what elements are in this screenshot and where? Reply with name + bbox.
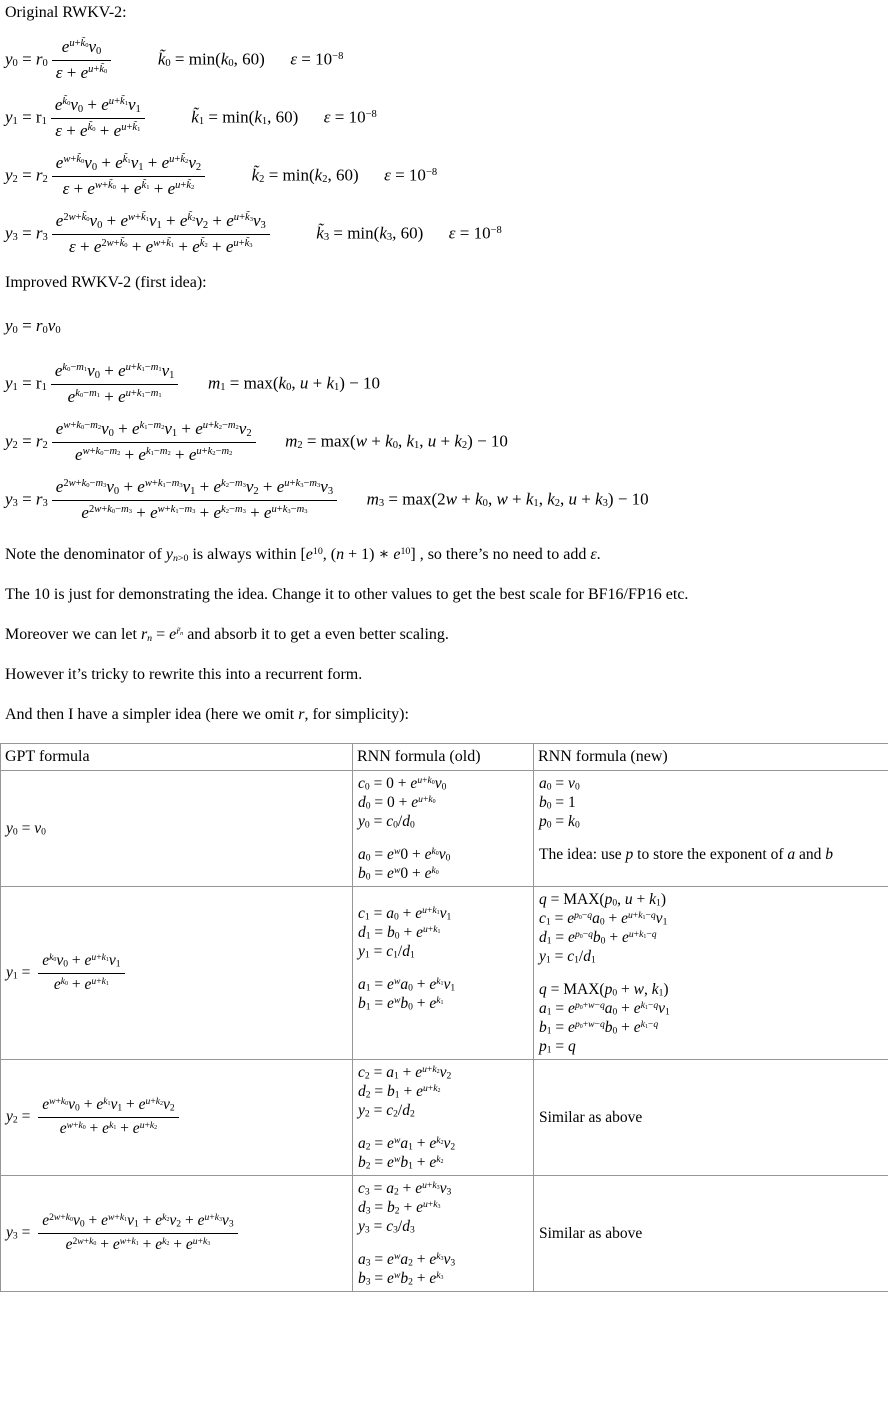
math-expression: $y_3$ = $\frac{e^{2w+k_0}v_0 + e^{w+k_1}v_1 + e^{k_2}v_2 + e^{u+k_3}v_3}{e^{2w+k_0} + e^{w+k_1} + e^{k_2} + e^{u+k_3}}$ (6, 1224, 242, 1241)
math-expression: $a_0 = e^w0 + e^{k_0}v_0$ (358, 846, 451, 864)
math-expression: $y_1$ = $\frac{e^{k_0}v_0 + e^{u+k_1}v_1}{e^{k_0} + e^{u+k_1}}$ (6, 964, 129, 981)
formula-line (539, 1018, 883, 1037)
math-expression: $b_0 = e^w0 + e^{k_0}$ (358, 865, 439, 883)
math-expression: $a_0 = v_0$ (539, 775, 580, 793)
formula-line (539, 947, 883, 966)
formula-line (358, 1082, 528, 1101)
fraction: $\frac{e^{u+k̃_0}v_0}{\varepsilon + e^{u+k̃_0}}$ (52, 36, 112, 85)
formula-line (358, 1269, 528, 1288)
math-expression: $y_3 = r_3$ $\frac{e^{2w+k_0-m_3}v_0 + e^{w+k_1-m_3}v_1 + e^{k_2-m_3}v_2 + e^{u+k_3-m_3}v_3}{e^{2w+k_0-m_3} + e^{w+k_1-m_3} + e^{k_2-m_3} + e^{u+k_3-m_3}}$ $m_3 = \max(2w + k_0$, $w + k_1$, $k_2$, $u + k_3) - 10$ (5, 476, 649, 525)
math-expression: [$e^{10}$, (n + 1) ∗ $e^{10}$] (300, 545, 416, 563)
math-expression: $y_1 = r_1$ $\frac{e^{k̃_0}v_0 + e^{u+k̃_1}v_1}{\varepsilon + e^{k̃_0} + e^{u+k̃_1}}$ $k̃_1 = \min(k_1$, 60) $\varepsilon = 10^{-8}$ (5, 94, 377, 143)
formula-line (358, 923, 528, 942)
formula-line (539, 1037, 883, 1056)
math-expression: $y_3 = r_3$ $\frac{e^{2w+k̃_0}v_0 + e^{w+k̃_1}v_1 + e^{k̃_2}v_2 + e^{u+k̃_3}v_3}{\varepsilon + e^{2w+k̃_0} + e^{w+k̃_1} + e^{k̃_2} + e^{u+k̃_3}}$ $k̃_3 = \min(k_3$, 60) $\varepsilon = 10^{-8}$ (5, 210, 502, 259)
math-expression: $y_{n>0}$ (165, 546, 189, 564)
math-expression: $b_1 = e^wb_0 + e^{k_1}$ (358, 995, 444, 1013)
math-expression: $y_0 = v_0$ (6, 819, 46, 838)
math-expression: $y_2 = r_2$ $\frac{e^{w+k_0-m_2}v_0 + e^{k_1-m_2}v_1 + e^{u+k_2-m_2}v_2}{e^{w+k_0-m_2} + e^{k_1-m_2} + e^{u+k_2-m_2}}$ $m_2 = \max(w + k_0$, $k_1$, $u + k_2) - 10$ (5, 418, 508, 467)
formula-line (358, 1179, 528, 1198)
formula-line-blank (539, 966, 883, 980)
math-expression: $b_3 = e^wb_2 + e^{k_3}$ (358, 1270, 444, 1288)
equation-line (5, 151, 888, 201)
math-expression: $y_1 = c_1/d_1$ (539, 948, 596, 966)
math-expression: $d_2 = b_1 + e^{u+k_2}$ (358, 1083, 441, 1101)
formula-line (358, 1063, 528, 1082)
table-row (1, 887, 888, 1060)
math-expression: $b_2 = e^wb_1 + e^{k_2}$ (358, 1154, 444, 1172)
note-paragraph: And then I have a simpler idea (here we omit r, for simplicity): (5, 706, 409, 723)
math-expression: $y_1 = c_1/d_1$ (358, 943, 415, 961)
formula-line (358, 812, 528, 831)
math-expression: $a_1 = e^{p_0+w-q}a_0 + e^{k_1-q}v_1$ (539, 1000, 670, 1018)
math-expression: $y_3 = c_3/d_3$ (358, 1218, 415, 1236)
formula-line (358, 1250, 528, 1269)
cell-rnn-formula-old (353, 1060, 534, 1176)
math-expression: The idea: use p to store the exponent of a and b (539, 846, 834, 863)
formula-line (358, 774, 528, 793)
fraction: $\frac{e^{2w+k_0}v_0 + e^{w+k_1}v_1 + e^{k_2}v_2 + e^{u+k_3}v_3}{e^{2w+k_0} + e^{w+k_1} + e^{k_2} + e^{u+k_3}}$ (38, 1211, 237, 1256)
formula-line-blank (358, 890, 528, 904)
formula-line (539, 793, 883, 812)
math-expression: Similar as above (539, 1109, 643, 1126)
table-row (1, 1176, 888, 1292)
math-expression: $p_0 = k_0$ (539, 813, 580, 831)
improved-equations-block (5, 301, 888, 525)
math-expression: $d_3 = b_2 + e^{u+k_3}$ (358, 1199, 441, 1217)
notes-block (5, 545, 888, 725)
fraction: $\frac{e^{2w+k_0-m_3}v_0 + e^{w+k_1-m_3}v_1 + e^{k_2-m_3}v_2 + e^{u+k_3-m_3}v_3}{e^{2w+k_0-m_3} + e^{w+k_1-m_3} + e^{k_2-m_3} + e^{u+k_3-m_3}}$ (52, 476, 337, 525)
formula-line (539, 774, 883, 793)
math-expression: r (298, 706, 305, 723)
cell-rnn-formula-new (534, 1060, 888, 1176)
equation-line (5, 359, 888, 409)
formula-comparison-table (0, 743, 888, 1292)
math-expression: $d_1 = b_0 + e^{u+k_1}$ (358, 924, 441, 942)
math-expression: Similar as above (539, 1225, 643, 1242)
math-expression: $c_1 = e^{p_0-q}a_0 + e^{u+k_1-q}v_1$ (539, 910, 668, 928)
cell-gpt-formula (1, 771, 353, 887)
math-expression: $y_2 = r_2$ $\frac{e^{w+k̃_0}v_0 + e^{k̃_1}v_1 + e^{u+k̃_2}v_2}{\varepsilon + e^{w+k̃_0} + e^{k̃_1} + e^{u+k̃_2}}$ $k̃_2 = \min(k_2$, 60) $\varepsilon = 10^{-8}$ (5, 152, 437, 201)
math-expression: $q = MAX(p_0 + w$, $k_1$) (539, 981, 669, 999)
math-expression: $y_1 = r_1$ $\frac{e^{k_0-m_1}v_0 + e^{u+k_1-m_1}v_1}{e^{k_0-m_1} + e^{u+k_1-m_1}}$ $m_1 = \max(k_0$, $u + k_1) - 10$ (5, 360, 380, 409)
formula-line (358, 1101, 528, 1120)
heading-original-rwkv2: Original RWKV-2: (5, 4, 127, 21)
equation-line (5, 93, 888, 143)
math-expression: $b_1 = e^{p_0+w-q}b_0 + e^{k_1-q}$ (539, 1019, 659, 1037)
math-expression: $y_0 = r_0$ $\frac{e^{u+k̃_0}v_0}{\varepsilon + e^{u+k̃_0}}$ $k̃_0 = \min(k_0$, 60) $\varepsilon = 10^{-8}$ (5, 36, 343, 85)
fraction: $\frac{e^{k_0-m_1}v_0 + e^{u+k_1-m_1}v_1}{e^{k_0-m_1} + e^{u+k_1-m_1}}$ (51, 360, 179, 409)
cell-rnn-formula-old (353, 771, 534, 887)
formula-line (358, 864, 528, 883)
fraction: $\frac{e^{k_0}v_0 + e^{u+k_1}v_1}{e^{k_0} + e^{u+k_1}}$ (38, 951, 124, 996)
math-expression: $a_2 = e^wa_1 + e^{k_2}v_2$ (358, 1135, 456, 1153)
formula-line (539, 980, 883, 999)
formula-line (539, 890, 883, 909)
math-expression: $y_2$ = $\frac{e^{w+k_0}v_0 + e^{k_1}v_1 + e^{u+k_2}v_2}{e^{w+k_0} + e^{k_1} + e^{u+k_2}}$ (6, 1108, 183, 1125)
formula-line (358, 845, 528, 864)
formula-line-blank (358, 1120, 528, 1134)
fraction: $\frac{e^{2w+k̃_0}v_0 + e^{w+k̃_1}v_1 + e^{k̃_2}v_2 + e^{u+k̃_3}v_3}{\varepsilon + e^{2w+k̃_0} + e^{w+k̃_1} + e^{k̃_2} + e^{u+k̃_3}}$ (52, 210, 270, 259)
table-header-cell: RNN formula (old) (353, 744, 534, 771)
math-expression: $c_0 = 0 + e^{u+k_0}v_0$ (358, 775, 447, 793)
math-expression: $b_0 = 1$ (539, 794, 576, 812)
formula-line (358, 904, 528, 923)
formula-line (358, 1153, 528, 1172)
math-expression: $a_3 = e^wa_2 + e^{k_3}v_3$ (358, 1251, 456, 1269)
formula-line (539, 928, 883, 947)
cell-rnn-formula-new (534, 771, 888, 887)
math-expression: ε (590, 546, 597, 563)
cell-gpt-formula (1, 1060, 353, 1176)
equation-line (5, 35, 888, 85)
equation-line (5, 417, 888, 467)
original-equations-block (5, 35, 888, 259)
note-paragraph: Moreover we can let $r_n = e^{r̃_n}$ and absorb it to get a even better scaling. (5, 625, 449, 644)
math-expression: $y_0 = r_0v_0$ (5, 316, 61, 336)
equation-line (5, 475, 888, 525)
formula-line (358, 994, 528, 1013)
fraction: $\frac{e^{w+k_0}v_0 + e^{k_1}v_1 + e^{u+k_2}v_2}{e^{w+k_0} + e^{k_1} + e^{u+k_2}}$ (38, 1095, 178, 1140)
table-row (1, 1060, 888, 1176)
math-expression: $d_0 = 0 + e^{u+k_0}$ (358, 794, 436, 812)
cell-gpt-formula (1, 887, 353, 1060)
formula-line (358, 793, 528, 812)
formula-line (539, 1108, 883, 1127)
table-header-cell: RNN formula (new) (534, 744, 888, 771)
formula-line (539, 812, 883, 831)
formula-line-blank (358, 831, 528, 845)
document-page (5, 3, 888, 1292)
cell-gpt-formula (1, 1176, 353, 1292)
formula-line-blank (358, 961, 528, 975)
formula-line (539, 1224, 883, 1243)
formula-line (358, 1134, 528, 1153)
math-expression: $c_3 = a_2 + e^{u+k_3}v_3$ (358, 1180, 452, 1198)
equation-line (5, 301, 888, 351)
table-header-cell: GPT formula (1, 744, 353, 771)
formula-line (539, 909, 883, 928)
fraction: $\frac{e^{w+k_0-m_2}v_0 + e^{k_1-m_2}v_1 + e^{u+k_2-m_2}v_2}{e^{w+k_0-m_2} + e^{k_1-m_2} + e^{u+k_2-m_2}}$ (52, 418, 256, 467)
formula-line (358, 1198, 528, 1217)
formula-line (358, 1217, 528, 1236)
note-paragraph: Note the denominator of $y_{n>0}$ is always within [$e^{10}$, (n + 1) ∗ $e^{10}$] , so there’s no need to add ε. (5, 545, 601, 564)
formula-line (358, 942, 528, 961)
heading-improved-rwkv2: Improved RWKV-2 (first idea): (5, 274, 207, 291)
note-paragraph: However it’s tricky to rewrite this into a recurrent form. (5, 666, 363, 683)
math-expression: $q = MAX(p_0$, $u + k_1$) (539, 891, 666, 909)
math-expression: $y_2 = c_2/d_2$ (358, 1102, 415, 1120)
math-expression: $r_n = e^{r̃_n}$ (140, 625, 184, 644)
fraction: $\frac{e^{w+k̃_0}v_0 + e^{k̃_1}v_1 + e^{u+k̃_2}v_2}{\varepsilon + e^{w+k̃_0} + e^{k̃_1} + e^{u+k̃_2}}$ (52, 152, 205, 201)
table-row (1, 771, 888, 887)
math-expression: $d_1 = e^{p_0-q}b_0 + e^{u+k_1-q}$ (539, 929, 657, 947)
cell-rnn-formula-new (534, 1176, 888, 1292)
formula-line-blank (539, 831, 883, 845)
math-expression: $p_1 = q$ (539, 1038, 576, 1056)
cell-rnn-formula-new (534, 887, 888, 1060)
fraction: $\frac{e^{k̃_0}v_0 + e^{u+k̃_1}v_1}{\varepsilon + e^{k̃_0} + e^{u+k̃_1}}$ (51, 94, 145, 143)
math-expression: $c_2 = a_1 + e^{u+k_2}v_2$ (358, 1064, 452, 1082)
formula-line (539, 999, 883, 1018)
note-paragraph: The 10 is just for demonstrating the idea. Change it to other values to get the best scale for BF16/FP16 etc. (5, 586, 689, 603)
math-expression: $c_1 = a_0 + e^{u+k_1}v_1$ (358, 905, 452, 923)
formula-line (358, 975, 528, 994)
cell-rnn-formula-old (353, 887, 534, 1060)
equation-line (5, 209, 888, 259)
math-expression: $a_1 = e^wa_0 + e^{k_1}v_1$ (358, 976, 456, 994)
math-expression: $y_0 = c_0/d_0$ (358, 813, 415, 831)
table-header-row (1, 744, 888, 771)
formula-line (539, 845, 883, 864)
formula-line-blank (358, 1236, 528, 1250)
cell-rnn-formula-old (353, 1176, 534, 1292)
